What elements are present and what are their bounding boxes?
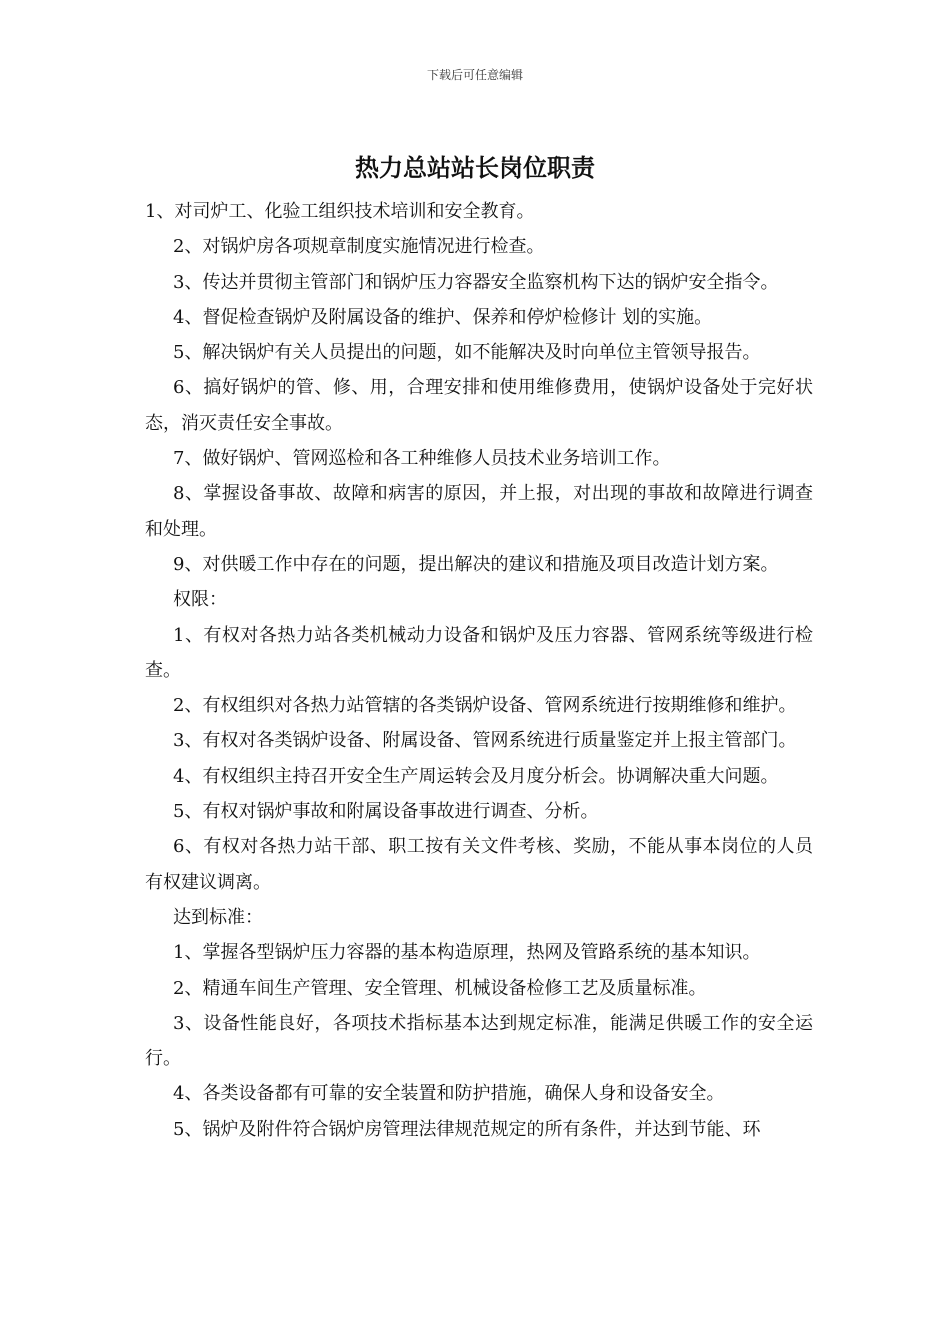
paragraph: 9、对供暖工作中存在的问题，提出解决的建议和措施及项目改造计划方案。: [173, 553, 779, 575]
paragraph: 6、搞好锅炉的管、修、用，合理安排和使用维修费用，使锅炉设备处于完好状态，消灭责任安全事故。: [145, 377, 813, 434]
paragraph: 3、传达并贯彻主管部门和锅炉压力容器安全监察机构下达的锅炉安全指令。: [173, 271, 779, 293]
paragraph: 4、各类设备都有可靠的安全装置和防护措施，确保人身和设备安全。: [173, 1083, 725, 1105]
paragraph: 4、有权组织主持召开安全生产周运转会及月度分析会。协调解决重大问题。: [173, 765, 779, 787]
paragraph: 5、解决锅炉有关人员提出的问题，如不能解决及时向单位主管领导报告。: [173, 342, 761, 364]
paragraph: 权限：: [173, 589, 227, 611]
header-note: 下载后可任意编辑: [426, 68, 523, 82]
paragraph: 达到标准：: [173, 906, 263, 928]
paragraph: 1、掌握各型锅炉压力容器的基本构造原理，热网及管路系统的基本知识。: [173, 942, 761, 964]
paragraph: 7、做好锅炉、管网巡检和各工种维修人员技术业务培训工作。: [173, 448, 671, 470]
paragraph: 6、有权对各热力站干部、职工按有关文件考核、奖励，不能从事本岗位的人员有权建议调离。: [145, 836, 813, 893]
paragraph: 5、有权对锅炉事故和附属设备事故进行调查、分析。: [173, 801, 599, 823]
paragraph: 8、掌握设备事故、故障和病害的原因，并上报，对出现的事故和故障进行调查和处理。: [145, 483, 813, 540]
paragraph: 3、设备性能良好，各项技术指标基本达到规定标准，能满足供暖工作的安全运行。: [145, 1012, 813, 1070]
document-title: 热力总站站长岗位职责: [355, 154, 595, 182]
paragraph: 2、对锅炉房各项规章制度实施情况进行检查。: [173, 236, 545, 258]
paragraph: 3、有权对各类锅炉设备、附属设备、管网系统进行质量鉴定并上报主管部门。: [173, 730, 797, 752]
paragraph: 2、有权组织对各热力站管辖的各类锅炉设备、管网系统进行按期维修和维护。: [173, 695, 797, 717]
paragraph: 2、精通车间生产管理、安全管理、机械设备检修工艺及质量标准。: [173, 977, 707, 999]
document-body: [145, 194, 813, 1147]
paragraph: 1、有权对各热力站各类机械动力设备和锅炉及压力容器、管网系统等级进行检查。: [145, 624, 813, 681]
paragraph: 1、对司炉工、化验工组织技术培训和安全教育。: [145, 201, 535, 222]
paragraph: 5、锅炉及附件符合锅炉房管理法律规范规定的所有条件，并达到节能、环: [173, 1118, 761, 1140]
paragraph: 4、督促检查锅炉及附属设备的维护、保养和停炉检修计 划的实施。: [173, 306, 713, 328]
